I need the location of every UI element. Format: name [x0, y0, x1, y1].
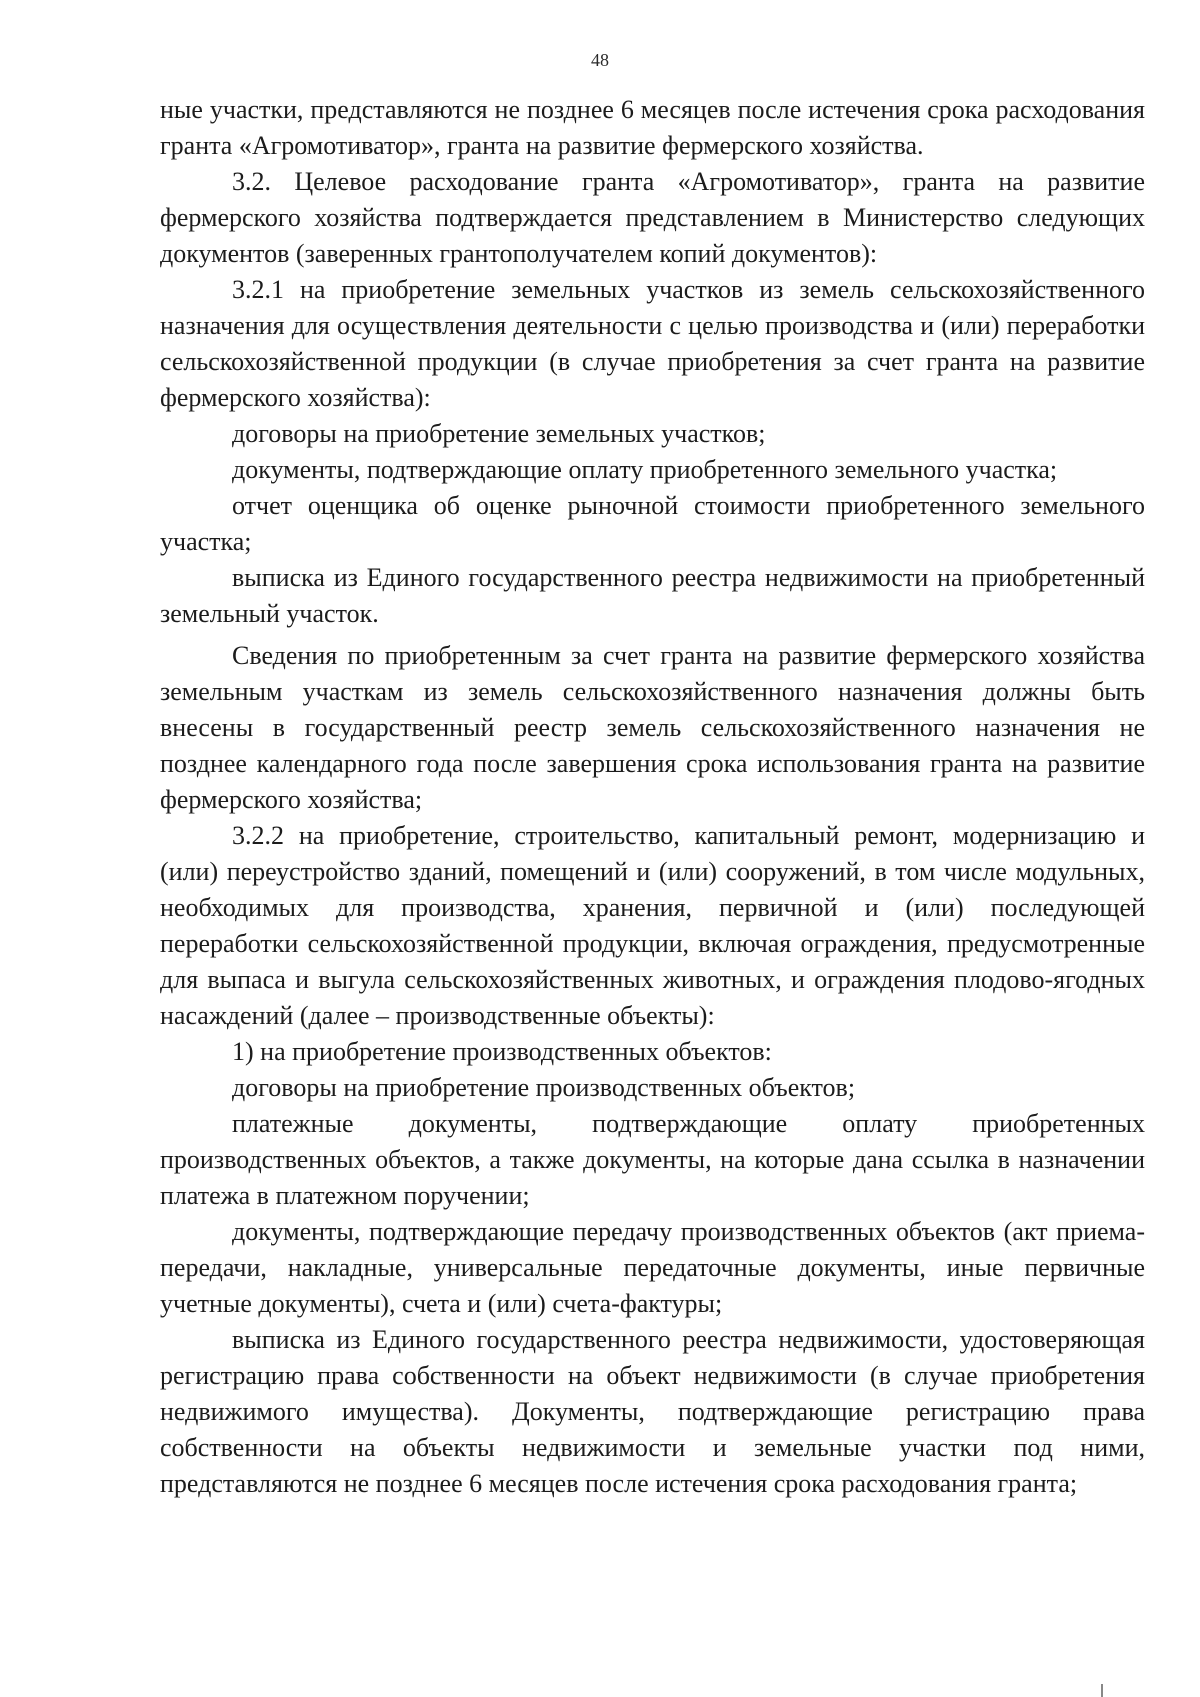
list-item-transfer-documents: документы, подтверждающие передачу производственных объектов (акт приема-передачи, накладные, универсальные передаточные документы, иные первичные учетные документы), счета и (или) счета-фактуры;: [160, 1217, 1145, 1318]
list-item-appraisal-report: отчет оценщика об оценке рыночной стоимости приобретенного земельного участка;: [160, 491, 1145, 556]
paragraph-land-registry-info: Сведения по приобретенным за счет гранта на развитие фермерского хозяйства земельным участкам из земель сельскохозяйственного назначения должны быть внесены в государственный реестр земель сельскохозяйственного назначения не позднее календарного года после завершения срока использования гранта на развитие фермерского хозяйства;: [160, 641, 1145, 814]
paragraph-3-2: 3.2. Целевое расходование гранта «Агромотиватор», гранта на развитие фермерского хозяйства подтверждается представлением в Министерство следующих документов (заверенных грантополучателем копий документов):: [160, 167, 1145, 268]
paragraph-continuation: ные участки, представляются не позднее 6 месяцев после истечения срока расходования гранта «Агромотиватор», гранта на развитие фермерского хозяйства.: [160, 95, 1145, 160]
list-item-registry-ownership: выписка из Единого государственного реестра недвижимости, удостоверяющая регистрацию права собственности на объект недвижимости (в случае приобретения недвижимого имущества). Документы, подтверждающие регистрацию права собственности на объекты недвижимости и земельные участки под ними, представляются не позднее 6 месяцев после истечения срока расходования гранта;: [160, 1325, 1145, 1498]
list-item-object-contracts: договоры на приобретение производственных объектов;: [232, 1073, 856, 1102]
subitem-1-purchase: 1) на приобретение производственных объектов:: [232, 1037, 772, 1066]
list-item-registry-extract: выписка из Единого государственного реестра недвижимости на приобретенный земельный участок.: [160, 563, 1145, 628]
paragraph-3-2-2: 3.2.2 на приобретение, строительство, капитальный ремонт, модернизацию и (или) переустройство зданий, помещений и (или) сооружений, в том числе модульных, необходимых для производства, хранения, первичной и (или) последующей переработки сельскохозяйственной продукции, включая ограждения, предусмотренные для выпаса и выгула сельскохозяйственных животных, и ограждения плодово-ягодных насаждений (далее – производственные объекты):: [160, 821, 1145, 1030]
paragraph-3-2-1: 3.2.1 на приобретение земельных участков из земель сельскохозяйственного назначения для осуществления деятельности с целью производства и (или) переработки сельскохозяйственной продукции (в случае приобретения за счет гранта на развитие фермерского хозяйства):: [160, 275, 1145, 412]
list-item-land-contracts: договоры на приобретение земельных участков;: [232, 419, 766, 448]
document-body: [160, 92, 1145, 1502]
scan-artifact-mark: [1101, 1684, 1103, 1697]
page-number: 48: [591, 50, 609, 70]
list-item-land-payment: документы, подтверждающие оплату приобретенного земельного участка;: [232, 455, 1058, 484]
list-item-payment-documents: платежные документы, подтверждающие оплату приобретенных производственных объектов, а также документы, на которые дана ссылка в назначении платежа в платежном поручении;: [160, 1109, 1145, 1210]
